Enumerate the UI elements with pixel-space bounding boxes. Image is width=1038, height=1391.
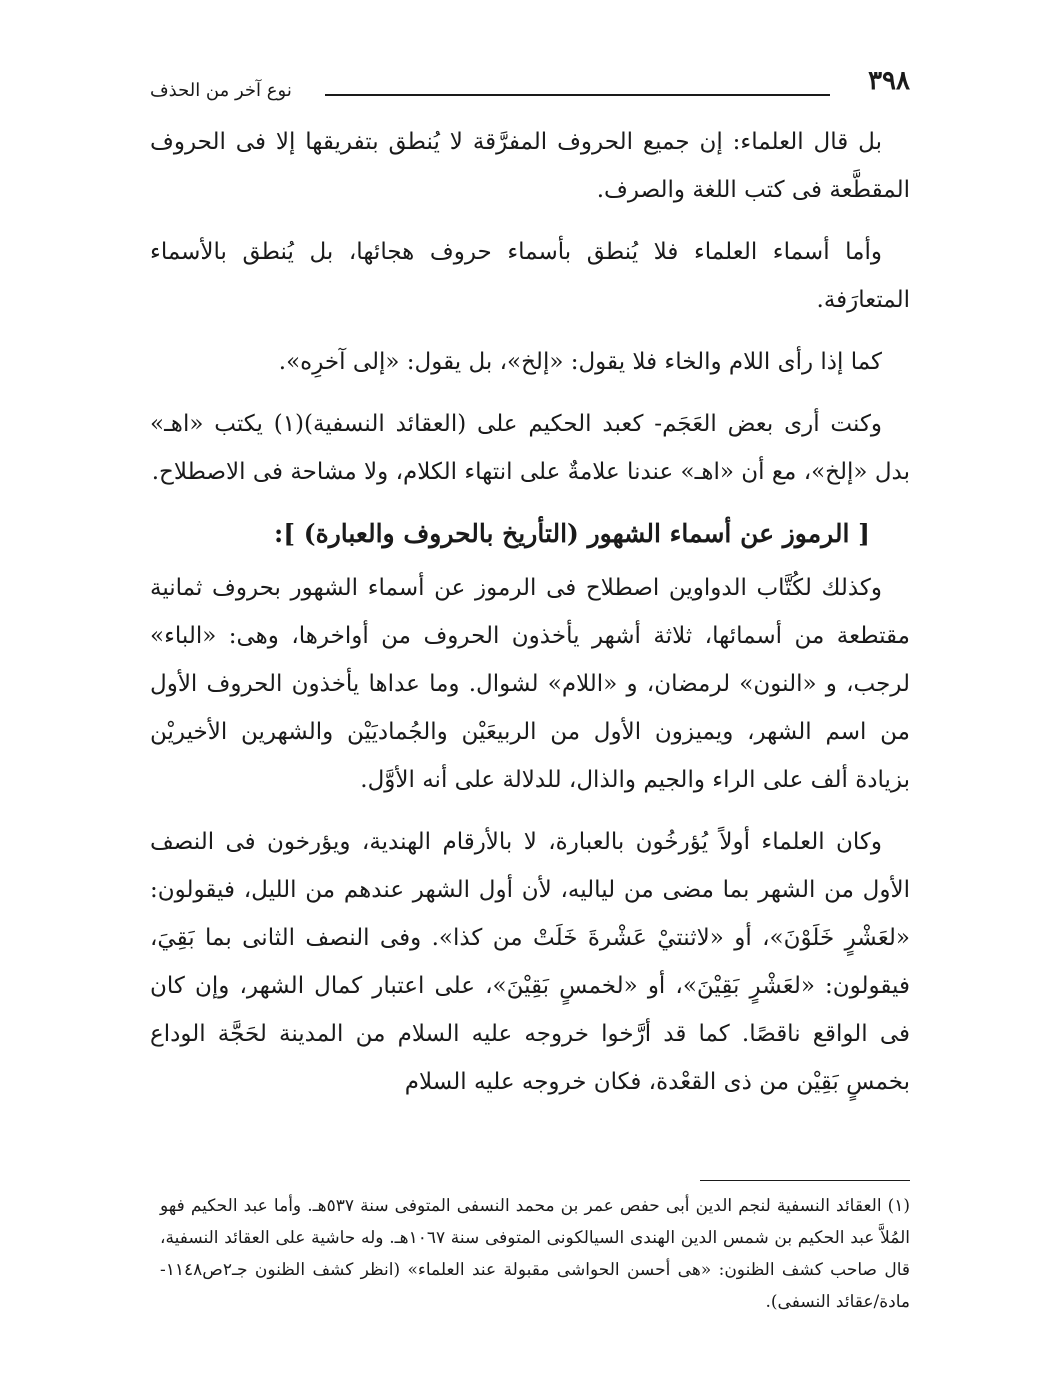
paragraph-1: بل قال العلماء: إن جميع الحروف المفرَّقة لا يُنطق بتفريقها إلا فى الحروف المقطَّعة فى كتب اللغة والصرف.: [150, 129, 910, 203]
section-heading: [ الرموز عن أسماء الشهور (التأريخ بالحروف والعبارة) ]:: [274, 519, 870, 548]
footnote: [160, 1190, 910, 1318]
paragraph-5: وكذلك لكُتَّاب الدواوين اصطلاح فى الرموز عن أسماء الشهور بحروف ثمانية مقتطعة من أسمائها، ثلاثة أشهر يأخذون الحروف من أواخرها، وهى: «الباء» لرجب، و «النون» لرمضان، و «اللام» لشوال. وما عداها يأخذون الحروف الأول من اسم الشهر، ويميزون الأول من الربيعَيْن والجُماديَيْن والشهرين الأخيريْن بزيادة ألف على الراء والجيم والذال، للدلالة على أنه الأوَّل.: [150, 575, 910, 793]
running-title: نوع آخر من الحذف: [150, 80, 292, 101]
paragraph-4: وكنت أرى بعض العَجَم- كعبد الحكيم على (العقائد النسفية)(١) يكتب «اهـ» بدل «إلخ»، مع أن «اهـ» عندنا علامةٌ على انتهاء الكلام، ولا مشاحة فى الاصطلاح.: [150, 411, 910, 485]
main-text: [150, 118, 910, 1120]
paragraph-2: وأما أسماء العلماء فلا يُنطق بأسماء حروف هجائها، بل يُنطق بالأسماء المتعارَفة.: [150, 239, 910, 313]
footnote-marker: (١): [887, 1196, 910, 1216]
page-number: ٣٩٨: [868, 66, 910, 96]
footnote-text: العقائد النسفية لنجم الدين أبى حفص عمر بن محمد النسفى المتوفى سنة ٥٣٧هـ. وأما عبد الحكيم فهو المُلاَّ عبد الحكيم بن شمس الدين الهندى السيالكونى المتوفى سنة ١٠٦٧هـ. وله حاشية على العقائد النسفية، قال صاحب كشف الظنون: «هى أحسن الحواشى مقبولة عند العلماء» (انظر كشف الظنون جـ٢ص١١٤٨-مادة/عقائد النسفى).: [160, 1196, 910, 1312]
paragraph-3: كما إذا رأى اللام والخاء فلا يقول: «إلخ»، بل يقول: «إلى آخرِه».: [278, 349, 882, 375]
footnote-separator: [700, 1180, 910, 1181]
paragraph-6: وكان العلماء أولاً يُؤرخُون بالعبارة، لا بالأرقام الهندية، ويؤرخون فى النصف الأول من الشهر بما مضى من لياليه، لأن أول الشهر عندهم من الليل، فيقولون: «لعَشْرٍ خَلَوْنَ»، أو «لاثنتيْ عَشْرةَ خَلَتْ من كذا». وفى النصف الثانى بما بَقِيَ، فيقولون: «لعَشْرٍ بَقِيْنَ»، أو «لخمسٍ بَقِيْنَ»، على اعتبار كمال الشهر، وإن كان فى الواقع ناقصًا. كما قد أرَّخوا خروجه عليه السلام من المدينة لحَجَّة الوداع بخمسٍ بَقِيْن من ذى القعْدة، فكان خروجه عليه السلام: [150, 829, 910, 1095]
page-header: [150, 66, 910, 106]
header-rule: [325, 94, 830, 96]
